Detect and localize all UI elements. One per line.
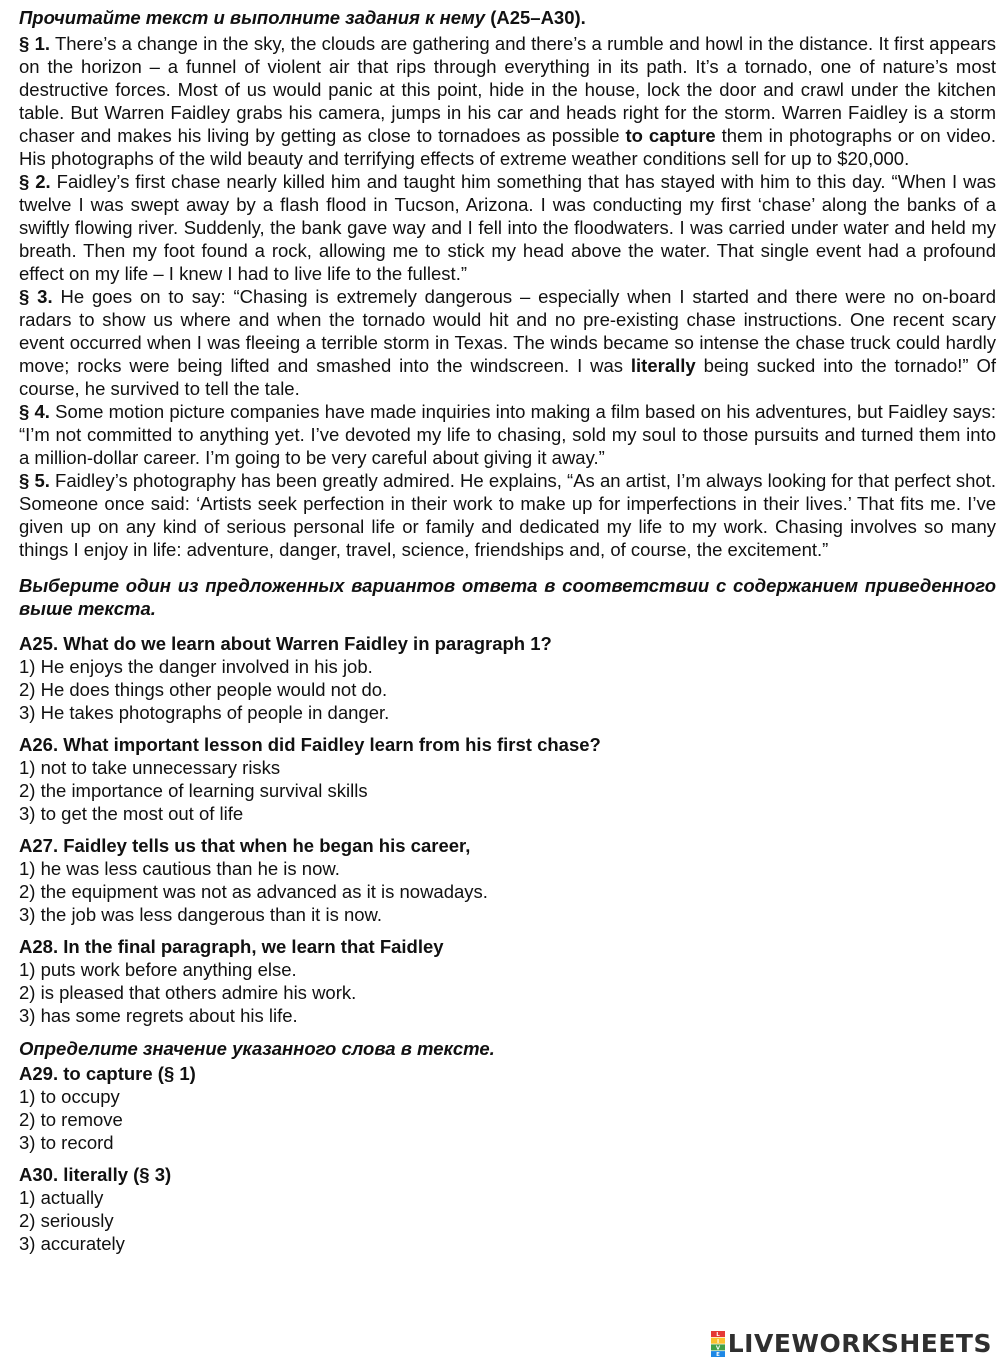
paragraph-5 [19,469,996,561]
paragraph-number: § 3. [19,286,53,307]
question-title: A25. What do we learn about Warren Faidley in paragraph 1? [19,633,552,654]
paragraph-text: them in photographs or on video. His photographs of the wild beauty and terrifying effects of extreme weather conditions sell for up to $20,000. [19,125,996,169]
badge-letter: L [715,1332,720,1339]
answer-option[interactable]: 3) the job was less dangerous than it is now. [19,904,383,925]
answer-option[interactable]: 2) seriously [19,1210,114,1231]
question-title: A27. Faidley tells us that when he began his career, [19,835,471,856]
logo-wordmark: LIVEWORKSHEETS [727,1329,992,1358]
paragraph-text: There’s a change in the sky, the clouds are gathering and there’s a rumble and howl in the distance. It first appears on the horizon – a funnel of violent air that rips through everything in its path. It’s a tornado, one of nature’s most destructive forces. Most of us would panic at this point, hide in the house, lock the door and crawl under the kitchen table. But Warren Faidley grabs his camera, jumps in his car and heads right for the storm. Warren Faidley is a storm chaser and makes his living by getting as close to tornadoes as possible [19,33,996,146]
question-a26 [19,733,996,825]
paragraph-text: Faidley’s photography has been greatly admired. He explains, “As an artist, I’m always looking for that perfect shot. Someone once said: ‘Artists seek perfection in their work to make up for imperfections in their lives.’ That fits me. I’ve given up on any kind of serious personal life or family and dedicated my life to my work. Chasing involves so many things I enjoy in life: adventure, danger, travel, science, friendships and, of course, the excitement.” [19,470,997,560]
answer-option[interactable]: 2) to remove [19,1109,123,1130]
badge-letter: E [715,1352,720,1357]
paragraph-4 [19,400,996,469]
reading-heading [19,6,996,29]
paragraph-text: He goes on to say: “Chasing is extremely dangerous – especially when I started and there were no on-board radars to show us where and when the tornado would hit and no pre-existing chase instructions. One recent scary event occurred when I was fleeing a terrible storm in Texas. The winds became so intense the chase truck could hardly move; rocks were being lifted and smashed into the windscreen. I was [19,286,996,376]
paragraph-number: § 2. [19,171,51,192]
answer-option[interactable]: 1) He enjoys the danger involved in his job. [19,656,373,677]
question-a28 [19,935,996,1027]
answer-option[interactable]: 3) He takes photographs of people in danger. [19,702,390,723]
paragraph-number: § 1. [19,33,51,54]
answer-option[interactable]: 1) he was less cautious than he is now. [19,858,340,879]
reading-heading-range: (A25–A30). [490,7,586,28]
answer-option[interactable]: 2) is pleased that others admire his work. [19,982,357,1003]
answer-option[interactable]: 3) has some regrets about his life. [19,1005,298,1026]
answer-option[interactable]: 1) puts work before anything else. [19,959,297,980]
highlighted-word: to capture [625,125,716,146]
question-title: A29. to capture (§ 1) [19,1063,196,1084]
badge-letter: V [715,1345,720,1352]
paragraph-2 [19,170,996,285]
answer-option[interactable]: 1) to occupy [19,1086,120,1107]
question-a29 [19,1062,996,1154]
word-meaning-instruction: Определите значение указанного слова в тексте. [19,1038,495,1059]
reading-text [19,32,996,561]
choose-answer-instruction: Выберите один из предложенных вариантов ответа в соответствии с содержанием приведенного выше текста. [19,575,996,619]
liveworksheets-logo [711,1331,992,1357]
paragraph-1 [19,32,996,170]
answer-option[interactable]: 2) the equipment was not as advanced as it is nowadays. [19,881,488,902]
reading-heading-instruction: Прочитайте текст и выполните задания к нему [19,7,486,28]
paragraph-number: § 5. [19,470,50,491]
paragraph-text: Faidley’s first chase nearly killed him and taught him something that has stayed with him to this day. “When I was twelve I was swept away by a flash flood in Tucson, Arizona. I was conducting my first ‘chase’ along the banks of a swiftly flowing river. Suddenly, the bank gave way and I fell into the floodwaters. I was carried under water and held my breath. Then my foot found a rock, allowing me to stick my head above the water. That single event had a profound effect on my life – I knew I had to live life to the fullest.” [19,171,997,284]
paragraph-text: being sucked into the tornado!” Of course, he survived to tell the tale. [19,355,997,399]
question-a25 [19,632,996,724]
answer-option[interactable]: 3) to record [19,1132,114,1153]
paragraph-number: § 4. [19,401,50,422]
question-title: A30. literally (§ 3) [19,1164,172,1185]
answer-option[interactable]: 2) He does things other people would not do. [19,679,388,700]
question-a27 [19,834,996,926]
question-a30 [19,1163,996,1255]
question-title: A26. What important lesson did Faidley learn from his first chase? [19,734,601,755]
worksheet-page [19,6,996,1264]
answer-option[interactable]: 1) not to take unnecessary risks [19,757,281,778]
badge-letter: I [716,1338,719,1345]
paragraph-text: Some motion picture companies have made inquiries into making a film based on his adventures, but Faidley says: “I’m not committed to anything yet. I’ve devoted my life to chasing, sold my soul to those pursuits and turned them into a million-dollar career. I’m going to be very careful about giving it away.” [19,401,996,468]
answer-option[interactable]: 2) the importance of learning survival skills [19,780,368,801]
highlighted-word: literally [630,355,696,376]
question-title: A28. In the final paragraph, we learn that Faidley [19,936,444,957]
answer-option[interactable]: 1) actually [19,1187,104,1208]
answer-option[interactable]: 3) to get the most out of life [19,803,244,824]
answer-option[interactable]: 3) accurately [19,1233,125,1254]
paragraph-3 [19,285,996,400]
live-badge-icon [711,1331,725,1357]
